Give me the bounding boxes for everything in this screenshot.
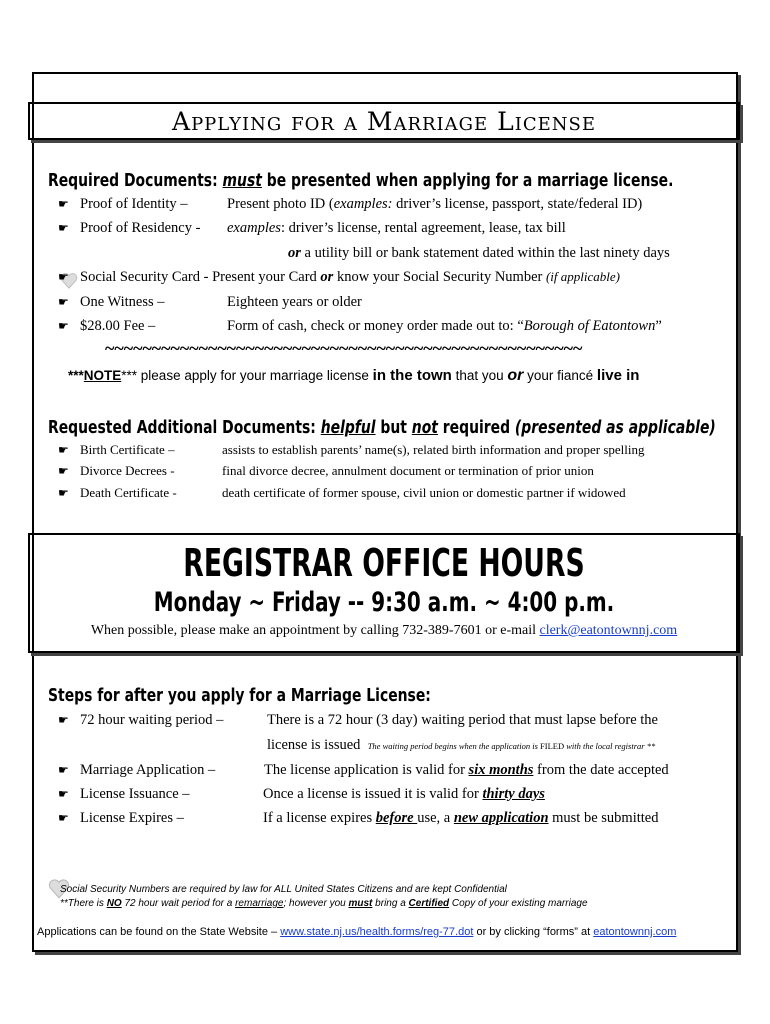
additional-item-detail: assists to establish parents’ name(s), related birth information and proper spelling [222,442,645,457]
additional-heading-not: not [411,417,438,438]
required-item-witness [58,294,165,311]
additional-heading-helpful: helpful [320,417,376,438]
required-item-ssn [58,269,620,286]
hand-pointer-icon: ☛ [58,464,69,478]
required-item-detail [227,220,566,237]
footer-ssn-note: Social Security Numbers are required by law for ALL United States Citizens and are kept Confidential [60,884,507,895]
additional-heading [48,417,716,438]
note-text: that you [451,368,508,383]
separator: ~~~~~~~~~~~~~~~~~~~~~~~~~~~~~~~~~~~~~~~~~~~~~~~~~~~ [105,338,583,358]
detail-text: Form of cash, check or money order made out to: “ [227,318,524,334]
title-banner [28,102,740,140]
step-detail [263,810,658,827]
step-label: Marriage Application – [80,762,216,778]
required-item-residency [58,220,200,237]
hand-pointer-icon: ☛ [58,197,69,211]
additional-item-label: Divorce Decrees - [80,463,175,478]
note-text: *** please apply for your marriage license [121,368,373,383]
hours-time: Monday ~ Friday -- 9:30 a.m. ~ 4:00 p.m. [153,587,615,618]
step-detail-text: Once a license is issued it is valid for [263,786,483,802]
additional-item-detail: final divorce decree, annulment document or termination of prior union [222,463,594,478]
additional-item-label: Birth Certificate – [80,442,175,457]
hours-box [28,533,740,653]
footer-applications [37,926,676,938]
additional-item-divorce [58,463,175,479]
footer-text: **There is [60,898,107,909]
step-detail-line2 [267,737,655,754]
hand-pointer-icon: ☛ [58,713,69,727]
footer-bold: NO [106,898,122,909]
additional-heading-prefix: Requested Additional Documents: [48,417,316,438]
step-detail: There is a 72 hour (3 day) waiting period that must lapse before the [267,712,658,728]
hand-pointer-icon: ☛ [58,221,69,235]
step-note: The waiting period begins when the application is [367,741,541,751]
footer-text: 72 hour wait period for a [121,898,236,909]
required-item-detail: Eighteen years or older [227,294,362,310]
required-heading-suffix: be presented when applying for a marriage license. [266,170,674,191]
required-item-fee [58,318,155,335]
step-label: 72 hour waiting period – [80,712,224,728]
additional-item-birth [58,442,175,458]
detail-text: ” [655,318,662,334]
hand-pointer-icon: ☛ [58,270,69,284]
footer-text: Applications can be found on the State Website – [37,926,281,938]
hours-contact [30,621,738,641]
step-detail-text: use, a [417,810,454,826]
step-detail [263,786,545,803]
note-or: or [507,367,524,384]
required-heading [48,170,673,191]
step-detail-text: from the date accepted [533,762,669,778]
step-waiting [58,712,223,729]
additional-heading-required: required [442,417,511,438]
detail-text: : driver’s license, rental agreement, lease, tax bill [280,220,566,236]
required-item-label: Social Security Card [80,269,201,285]
detail-italic: examples [227,220,281,236]
hand-pointer-icon: ☛ [58,319,69,333]
step-note-filed: FILED [540,741,565,751]
hand-pointer-icon: ☛ [58,763,69,777]
required-item-label: One Witness – [80,294,165,310]
detail-italic: Borough of Eatontown [523,318,656,334]
required-heading-emphasis: must [222,170,262,191]
step-expires [58,810,184,827]
step-note: with the local registrar ** [564,741,656,751]
detail-text: a utility bill or bank statement dated within the last ninety days [300,245,670,261]
footer-underline: remarriage [235,898,284,909]
detail-text: - Present your Card [200,269,321,285]
step-application [58,762,215,779]
additional-heading-but: but [380,417,407,438]
steps-heading: Steps for after you apply for a Marriage License: [48,685,431,706]
additional-heading-paren: (presented as applicable) [514,417,716,438]
hours-contact-text: When possible, please make an appointment by calling 732-389-7601 or e-mail [90,623,540,638]
detail-italic: (if applicable) [545,269,620,284]
footer-text: Copy of your existing marriage [449,898,588,909]
footer-bold: Certified [408,898,450,909]
footer-remarriage-note [60,898,588,909]
hand-pointer-icon: ☛ [58,811,69,825]
additional-item-detail: death certificate of former spouse, civil union or domestic partner if widowed [222,485,626,500]
step-detail-emphasis: before [375,810,418,826]
required-item-detail-line2 [288,245,670,262]
additional-item-label: Death Certificate - [80,485,177,500]
page-title: Applying for a Marriage License [172,107,596,136]
required-item-label: Proof of Identity – [80,196,188,212]
required-heading-prefix: Required Documents: [48,170,218,191]
step-detail-emphasis: six months [468,762,534,778]
eatontown-link[interactable]: eatontownnj.com [593,926,677,938]
hand-pointer-icon: ☛ [58,295,69,309]
required-item-identity [58,196,188,213]
hand-pointer-icon: ☛ [58,787,69,801]
note-bold: in the town [372,367,452,384]
step-label: License Issuance – [80,786,190,802]
note-line [68,367,639,385]
step-detail-text: must be submitted [548,810,659,826]
required-item-detail [227,318,662,335]
step-detail-text: license is issued [267,737,361,753]
step-detail-text: If a license expires [263,810,376,826]
step-issuance [58,786,190,803]
footer-bold: must [348,898,373,909]
step-detail-emphasis: new application [453,810,549,826]
detail-text: know your Social Security Number [333,269,546,285]
footer-text: ; however you [283,898,349,909]
note-bold: live in [596,367,640,384]
note-prefix: *** [68,368,84,383]
detail-text: Present photo ID ( [227,196,334,212]
note-text: your fiancé [523,368,597,383]
detail-italic: examples: [333,196,393,212]
required-item-detail [227,196,642,213]
step-detail-emphasis: thirty days [482,786,545,802]
required-item-label: $28.00 Fee – [80,318,156,334]
footer-text: or by clicking “forms” at [473,926,594,938]
hand-pointer-icon: ☛ [58,443,69,457]
state-website-link[interactable]: www.state.nj.us/health.forms/reg-77.dot [280,926,474,938]
hours-title: REGISTRAR OFFICE HOURS [183,541,585,585]
step-detail-text: The license application is valid for [264,762,469,778]
footer-text: bring a [372,898,409,909]
hand-pointer-icon: ☛ [58,486,69,500]
required-item-label: Proof of Residency - [80,220,201,236]
detail-text: driver’s license, passport, state/federal ID) [392,196,643,212]
note-word: NOTE [83,368,122,383]
step-detail [264,762,669,779]
step-label: License Expires – [80,810,184,826]
additional-item-death [58,485,177,501]
email-link[interactable]: clerk@eatontownnj.com [539,623,678,638]
detail-bold: or [288,245,301,261]
detail-bold: or [320,269,334,285]
